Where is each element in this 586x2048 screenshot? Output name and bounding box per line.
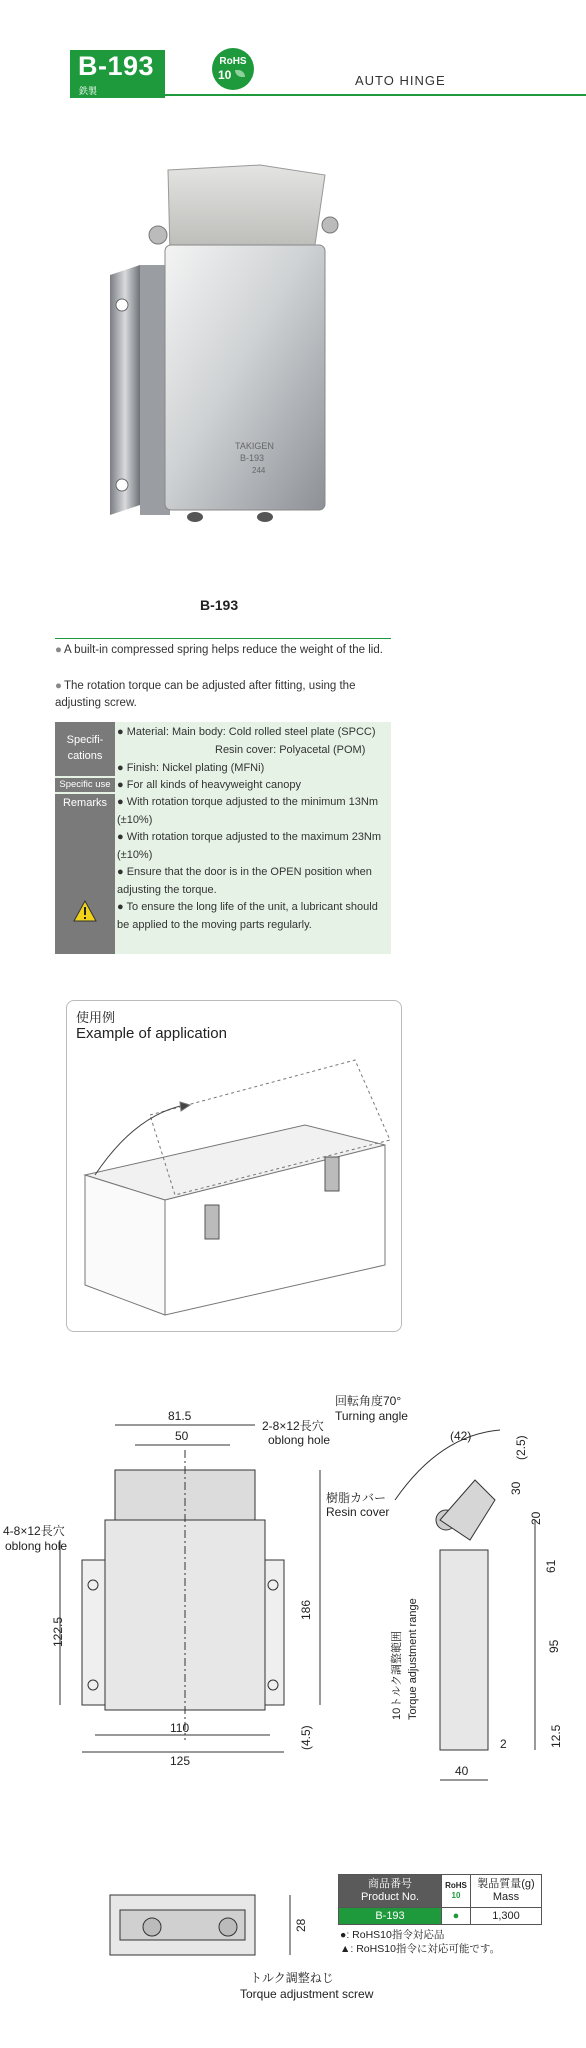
torque-screw-jp: トルク調整ねじ — [250, 1971, 334, 1985]
feature-item: ● The rotation torque can be adjusted after fitting, using the adjusting screw. — [55, 680, 356, 709]
application-title-en: Example of application — [76, 1025, 227, 1042]
use-label: Specific use — [55, 778, 115, 792]
dim-12-5: 12.5 — [549, 1724, 563, 1748]
torque-screw-en: Torque adjustment screw — [240, 1987, 374, 2001]
dim-20: 20 — [529, 1511, 543, 1525]
dim-28: 28 — [294, 1918, 308, 1932]
category-title: AUTO HINGE — [355, 73, 446, 88]
product-code-badge — [70, 50, 165, 98]
dim-42: (42) — [450, 1429, 472, 1443]
col-product-no: 商品番号 Product No. — [339, 1875, 442, 1908]
caption-rule — [55, 638, 391, 639]
resin-cover-en: Resin cover — [326, 1505, 390, 1519]
col-rohs: RoHS 10 — [442, 1875, 471, 1908]
rohs-text: RoHS — [219, 56, 247, 67]
spec-resin: Resin cover: Polyacetal (POM) — [215, 744, 366, 756]
turn-angle-en: Turning angle — [335, 1409, 408, 1423]
rohs-badge — [212, 48, 254, 90]
material-label: 鉄製 — [79, 86, 98, 96]
product-code: B-193 — [78, 51, 155, 81]
remark-item: ● To ensure the long life of the unit, a lubricant should be applied to the moving parts regularly. — [117, 901, 378, 931]
cell-mass: 1,300 — [471, 1908, 542, 1925]
remark-item: ● With rotation torque adjusted to the maximum 23Nm (±10%) — [117, 831, 382, 861]
hole-left-jp: 4-8×12長穴 — [3, 1524, 65, 1538]
hole-left-en: oblong hole — [5, 1539, 68, 1553]
leaf-icon — [235, 70, 245, 77]
dim-95: 95 — [547, 1639, 561, 1653]
spec-table — [55, 722, 391, 954]
remark-item: ● Ensure that the door is in the OPEN position when adjusting the torque. — [117, 866, 372, 896]
dim-81-5: 81.5 — [168, 1409, 192, 1423]
rohs-number: 10 — [218, 68, 232, 82]
dim-30: 30 — [509, 1481, 523, 1495]
warning-icon — [73, 900, 97, 922]
dim-2: 2 — [500, 1737, 507, 1751]
resin-cover-jp: 樹脂カバー — [326, 1491, 387, 1505]
dim-50: 50 — [175, 1429, 189, 1443]
dim-122-5: 122.5 — [51, 1616, 65, 1647]
cell-product-no: B-193 — [339, 1908, 442, 1925]
photo-model-text: B-193 — [240, 453, 265, 463]
torque-range-jp: 10トルク調整範囲 — [391, 1630, 403, 1720]
legend-item: ●: RoHS10指令対応品 — [340, 1929, 445, 1941]
spec-finish: ● Finish: Nickel plating (MFNi) — [117, 762, 265, 774]
remarks-label: Remarks — [55, 794, 115, 954]
dim-61: 61 — [544, 1559, 558, 1573]
hole-top-jp: 2-8×12長穴 — [262, 1419, 324, 1433]
cell-rohs: ● — [442, 1908, 471, 1925]
photo-brand-text: TAKIGEN — [235, 441, 274, 451]
spec-material: ● Material: Main body: Cold rolled steel plate (SPCC) — [117, 726, 376, 738]
dim-186: 186 — [299, 1599, 313, 1620]
use-text: ● For all kinds of heavyweight canopy — [117, 779, 301, 791]
application-illustration — [75, 1045, 395, 1325]
spec-label: Specifi-cations — [55, 722, 115, 776]
col-mass: 製品質量(g) Mass — [471, 1875, 542, 1908]
dim-2-5: (2.5) — [514, 1435, 528, 1460]
feature-text: A built-in compressed spring helps reduce the weight of the lid. — [63, 644, 383, 656]
legend-item: ▲: RoHS10指令に対応可能です。 — [340, 1943, 501, 1955]
remark-item: ● With rotation torque adjusted to the minimum 13Nm (±10%) — [117, 796, 378, 826]
photo-lot-text: 244 — [252, 466, 266, 475]
dim-125: 125 — [170, 1754, 191, 1768]
application-title-jp: 使用例 — [76, 1010, 116, 1025]
product-table — [338, 1874, 542, 1925]
dim-40: 40 — [455, 1764, 469, 1778]
dim-4-5: (4.5) — [299, 1725, 313, 1750]
header-rule — [165, 94, 586, 96]
feature-text: The rotation torque can be adjusted after fitting, using the adjusting screw. — [55, 680, 356, 709]
product-photo — [100, 155, 340, 535]
torque-range-en: Torque adjustment range — [407, 1598, 419, 1720]
feature-item: ● A built-in compressed spring helps reduce the weight of the lid. — [55, 644, 383, 656]
product-caption: B-193 — [200, 597, 239, 613]
hole-top-en: oblong hole — [268, 1433, 331, 1447]
turn-angle-jp: 回転角度70° — [335, 1394, 402, 1408]
dim-110: 110 — [170, 1721, 190, 1735]
